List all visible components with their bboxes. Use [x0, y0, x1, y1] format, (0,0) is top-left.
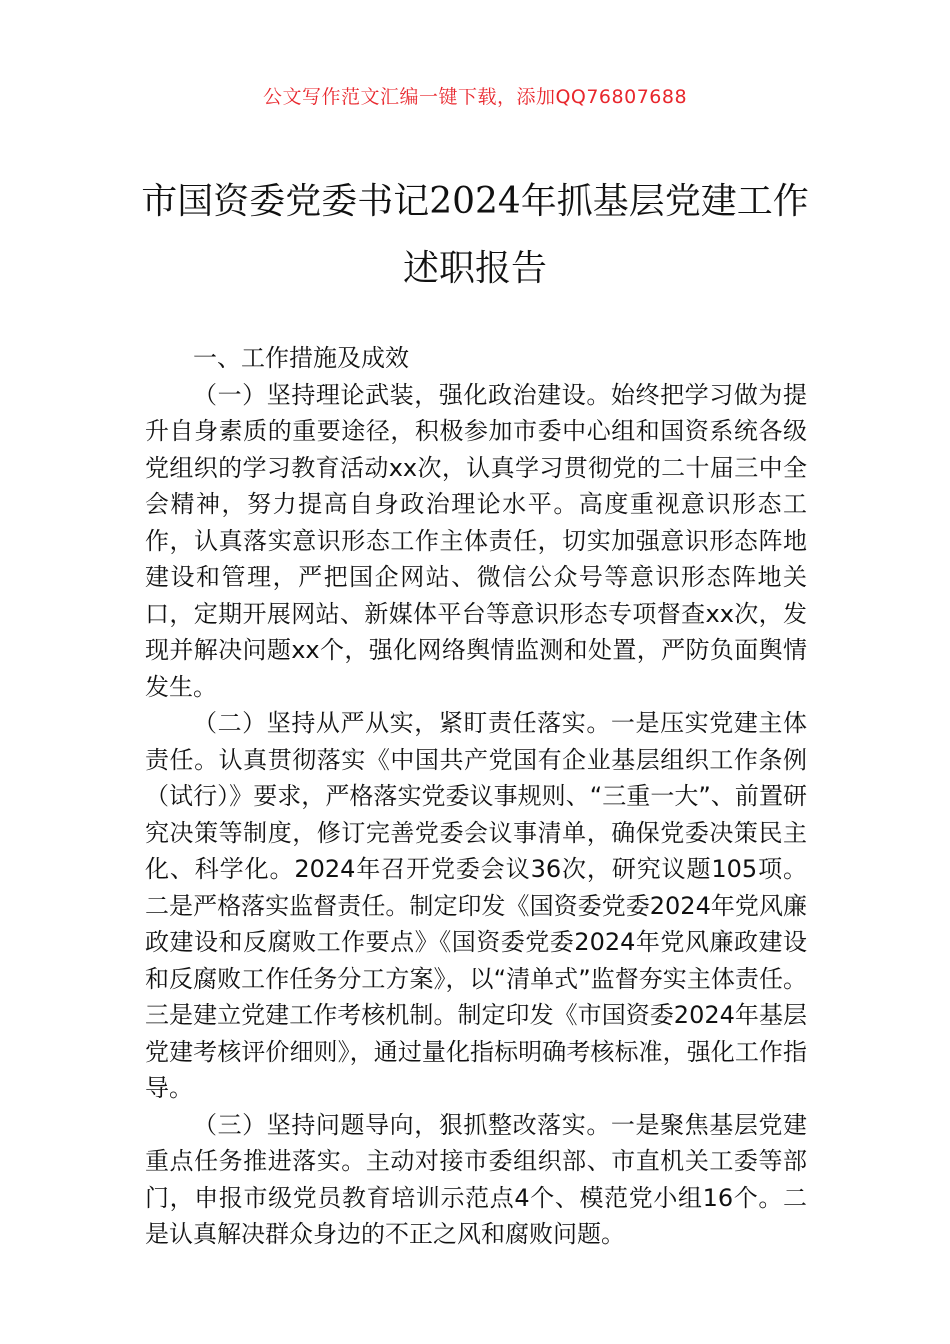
- download-promo-note: 公文写作范文汇编一键下载，添加QQ76807688: [262, 86, 688, 108]
- document-title-line-2: 述职报告: [402, 248, 547, 289]
- document-body: [145, 340, 807, 1253]
- section-heading: 一、工作措施及成效: [193, 344, 409, 372]
- document-title-line-1: 市国资委党委书记2024年抓基层党建工作: [141, 181, 809, 222]
- paragraph-1: （一）坚持理论武装，强化政治建设。始终把学习做为提升自身素质的重要途径，积极参加市委中心组和国资系统各级党组织的学习教育活动xx次，认真学习贯彻党的二十届三中全会精神，努力提高自身政治理论水平。高度重视意识形态工作，认真落实意识形态工作主体责任，切实加强意识形态阵地建设和管理，严把国企网站、微信公众号等意识形态阵地关口，定期开展网站、新媒体平台等意识形态专项督查xx次，发现并解决问题xx个，强化网络舆情监测和处置，严防负面舆情发生。: [145, 380, 807, 701]
- paragraph-3: （三）坚持问题导向，狠抓整改落实。一是聚焦基层党建重点任务推进落实。主动对接市委组织部、市直机关工委等部门，申报市级党员教育培训示范点4个、模范党小组16个。二是认真解决群众身边的不正之风和腐败问题。: [145, 1110, 807, 1248]
- paragraph-2: （二）坚持从严从实，紧盯责任落实。一是压实党建主体责任。认真贯彻落实《中国共产党国有企业基层组织工作条例（试行）》要求，严格落实党委议事规则、“三重一大”、前置研究决策等制度，修订完善党委会议事清单，确保党委决策民主化、科学化。2024年召开党委会议36次，研究议题105项。二是严格落实监督责任。制定印发《国资委党委2024年党风廉政建设和反腐败工作要点》《国资委党委2024年党风廉政建设和反腐败工作任务分工方案》，以“清单式”监督夯实主体责任。三是建立党建工作考核机制。制定印发《市国资委2024年基层党建考核评价细则》，通过量化指标明确考核标准，强化工作指导。: [145, 709, 807, 1102]
